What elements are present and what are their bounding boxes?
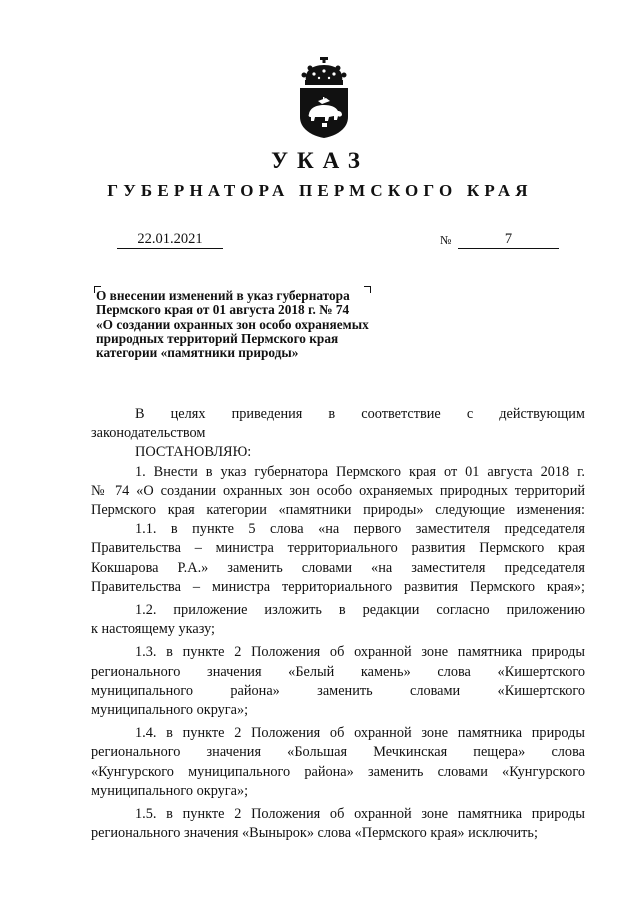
document-issuer: ГУБЕРНАТОРА ПЕРМСКОГО КРАЯ xyxy=(107,181,533,200)
decree-word: ПОСТАНОВЛЯЮ: xyxy=(135,444,252,461)
preamble-word: соответствие xyxy=(361,406,441,422)
preamble-word: в xyxy=(328,406,336,422)
document-number: 7 xyxy=(458,231,559,249)
paragraph-1-3 xyxy=(91,643,585,720)
paragraph-line: регионального значения «Вынырок» слова «Пермского края» исключить; xyxy=(91,825,538,842)
preamble-line xyxy=(91,405,585,424)
paragraph-1 xyxy=(91,463,585,521)
number-label: № xyxy=(440,233,452,247)
paragraph-line: «Кунгурского муниципального района» заменить словами «Кунгурского xyxy=(91,763,585,780)
subject-line: О внесении изменений в указ губернатора xyxy=(96,288,350,303)
paragraph-1-2 xyxy=(91,601,585,639)
document-body xyxy=(91,405,585,843)
paragraph-line: Пермского края категории «памятники природы» следующие изменения: xyxy=(91,502,585,519)
preamble-word: В xyxy=(135,406,145,422)
paragraph-line: регионального значения «Большая Мечкинская пещера» слова xyxy=(91,744,585,761)
paragraph-1-1 xyxy=(91,520,585,597)
preamble-word: приведения xyxy=(231,406,303,422)
subject-line: природных территорий Пермского края xyxy=(96,330,339,346)
document-subject xyxy=(96,289,426,360)
paragraph-line: 1.1. в пункте 5 слова «на первого заместителя председателя xyxy=(135,521,585,538)
paragraph-line: Правительства – министра территориального развития Пермского края xyxy=(91,540,585,557)
paragraph-line: 1.4. в пункте 2 Положения об охранной зоне памятника природы xyxy=(135,725,585,742)
paragraph-line: 1.3. в пункте 2 Положения об охранной зоне памятника природы xyxy=(135,644,585,661)
preamble-end: законодательством xyxy=(91,425,206,442)
preamble-word: с xyxy=(466,406,474,422)
subject-line: Пермского края от 01 августа 2018 г. № 74 xyxy=(96,302,350,318)
paragraph-line: 1. Внести в указ губернатора Пермского края от 01 августа 2018 г. xyxy=(135,463,585,480)
coat-of-arms-emblem xyxy=(296,57,352,139)
paragraph-line: регионального значения «Белый камень» слова «Кишертского xyxy=(91,663,585,680)
preamble-word: целях xyxy=(170,406,206,422)
paragraph-1-4 xyxy=(91,724,585,801)
paragraph-line: Правительства – министра территориального развития Пермского края»; xyxy=(91,578,585,595)
paragraph-line: к настоящему указу; xyxy=(91,621,216,638)
paragraph-line: 1.5. в пункте 2 Положения об охранной зоне памятника природы xyxy=(135,806,585,823)
paragraph-1-5 xyxy=(91,805,585,843)
paragraph-line: Кокшарова Р.А.» заменить словами «на заместителя председателя xyxy=(91,559,585,576)
document-title: УКАЗ xyxy=(271,148,369,173)
paragraph-line: 1.2. приложение изложить в редакции согласно приложению xyxy=(135,602,585,619)
document-date: 22.01.2021 xyxy=(117,231,223,249)
subject-line: «О создании охранных зон особо охраняемых xyxy=(96,316,369,332)
paragraph-line: муниципального округа»; xyxy=(91,782,249,799)
paragraph-line: № 74 «О создании охранных зон особо охраняемых природных территорий xyxy=(91,482,585,499)
subject-line: категории «памятники природы» xyxy=(96,345,299,361)
preamble-word: действующим xyxy=(499,406,585,422)
paragraph-line: муниципального района» заменить словами «Кишертского xyxy=(91,682,585,699)
paragraph-line: муниципального округа»; xyxy=(91,702,249,719)
